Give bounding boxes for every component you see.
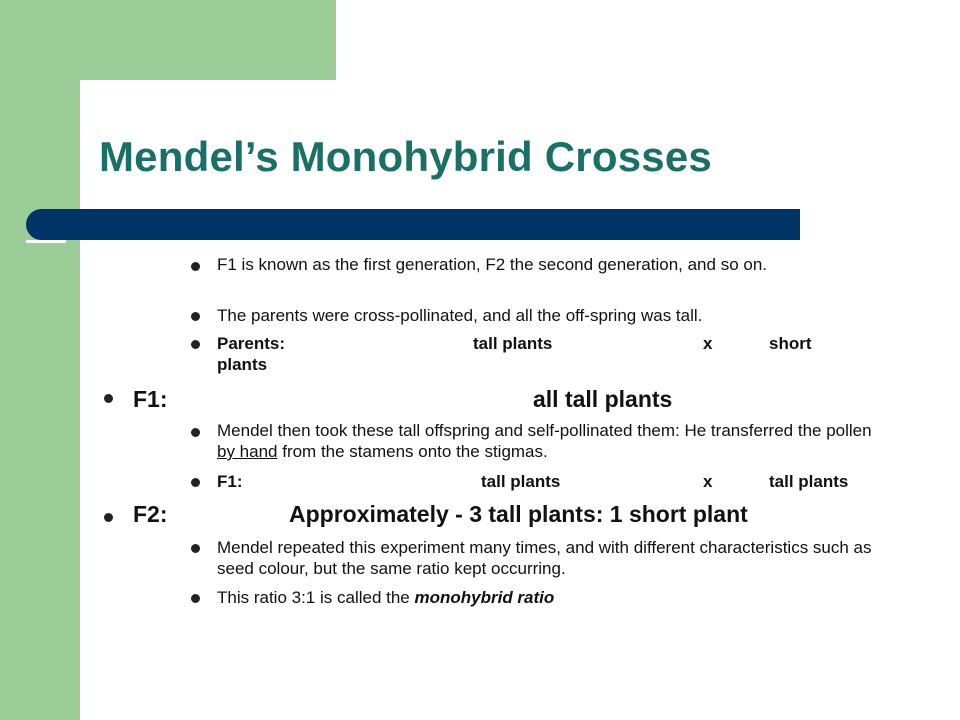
parents-right-cont: plants — [217, 355, 268, 374]
green-top-block — [80, 0, 336, 80]
text-before: Mendel then took these tall offspring and self-pollinated them: He transferred the pollen — [217, 421, 872, 440]
f1-cross-right: tall plants — [769, 472, 849, 491]
bullet-icon — [191, 312, 200, 321]
f1-cross-left: tall plants — [481, 472, 561, 491]
parents-left: tall plants — [473, 334, 553, 353]
bullet-icon — [191, 594, 200, 603]
bar-notch — [26, 240, 66, 243]
bullet-self-pollinated — [217, 420, 887, 462]
bullet-parents — [217, 333, 887, 377]
f1-cross-x: x — [703, 472, 713, 491]
parents-label: Parents: — [217, 334, 286, 353]
f1-value: all tall plants — [533, 386, 673, 412]
bullet-icon — [191, 262, 200, 271]
f2-value: Approximately - 3 tall plants: 1 short plant — [289, 501, 748, 527]
bullet-icon — [104, 513, 113, 522]
main-f1 — [133, 386, 833, 412]
parents-cross: x — [703, 334, 713, 353]
f2-label: F2: — [133, 501, 168, 527]
ratio-emphasis: monohybrid ratio — [414, 588, 555, 607]
bullet-icon — [191, 340, 200, 349]
bullet-icon — [191, 478, 200, 487]
bullet-cross-pollinated: The parents were cross-pollinated, and all the off-spring was tall. — [217, 306, 703, 325]
bullet-repeated: Mendel repeated this experiment many times, and with different characteristics such as seed colour, but the same ratio kept occurring. — [217, 538, 872, 578]
green-sidebar — [0, 0, 80, 720]
slide-title: Mendel’s Monohybrid Crosses — [99, 133, 712, 180]
f1-cross-label: F1: — [217, 472, 243, 491]
bullet-icon — [191, 544, 200, 553]
bullet-icon — [191, 428, 200, 437]
title-underline-bar — [26, 209, 800, 240]
f1-label: F1: — [133, 386, 168, 412]
text-underlined: by hand — [217, 442, 278, 461]
ratio-text: This ratio 3:1 is called the — [217, 588, 415, 607]
main-f2 — [133, 501, 833, 527]
bullet-icon — [104, 394, 113, 403]
parents-right: short — [769, 334, 812, 353]
bullet-f1-cross — [217, 471, 887, 492]
rounded-corner — [80, 80, 140, 140]
bullet-generations: F1 is known as the first generation, F2 the second generation, and so on. — [217, 255, 768, 274]
bullet-ratio — [217, 587, 887, 608]
text-after: from the stamens onto the stigmas. — [277, 442, 548, 461]
